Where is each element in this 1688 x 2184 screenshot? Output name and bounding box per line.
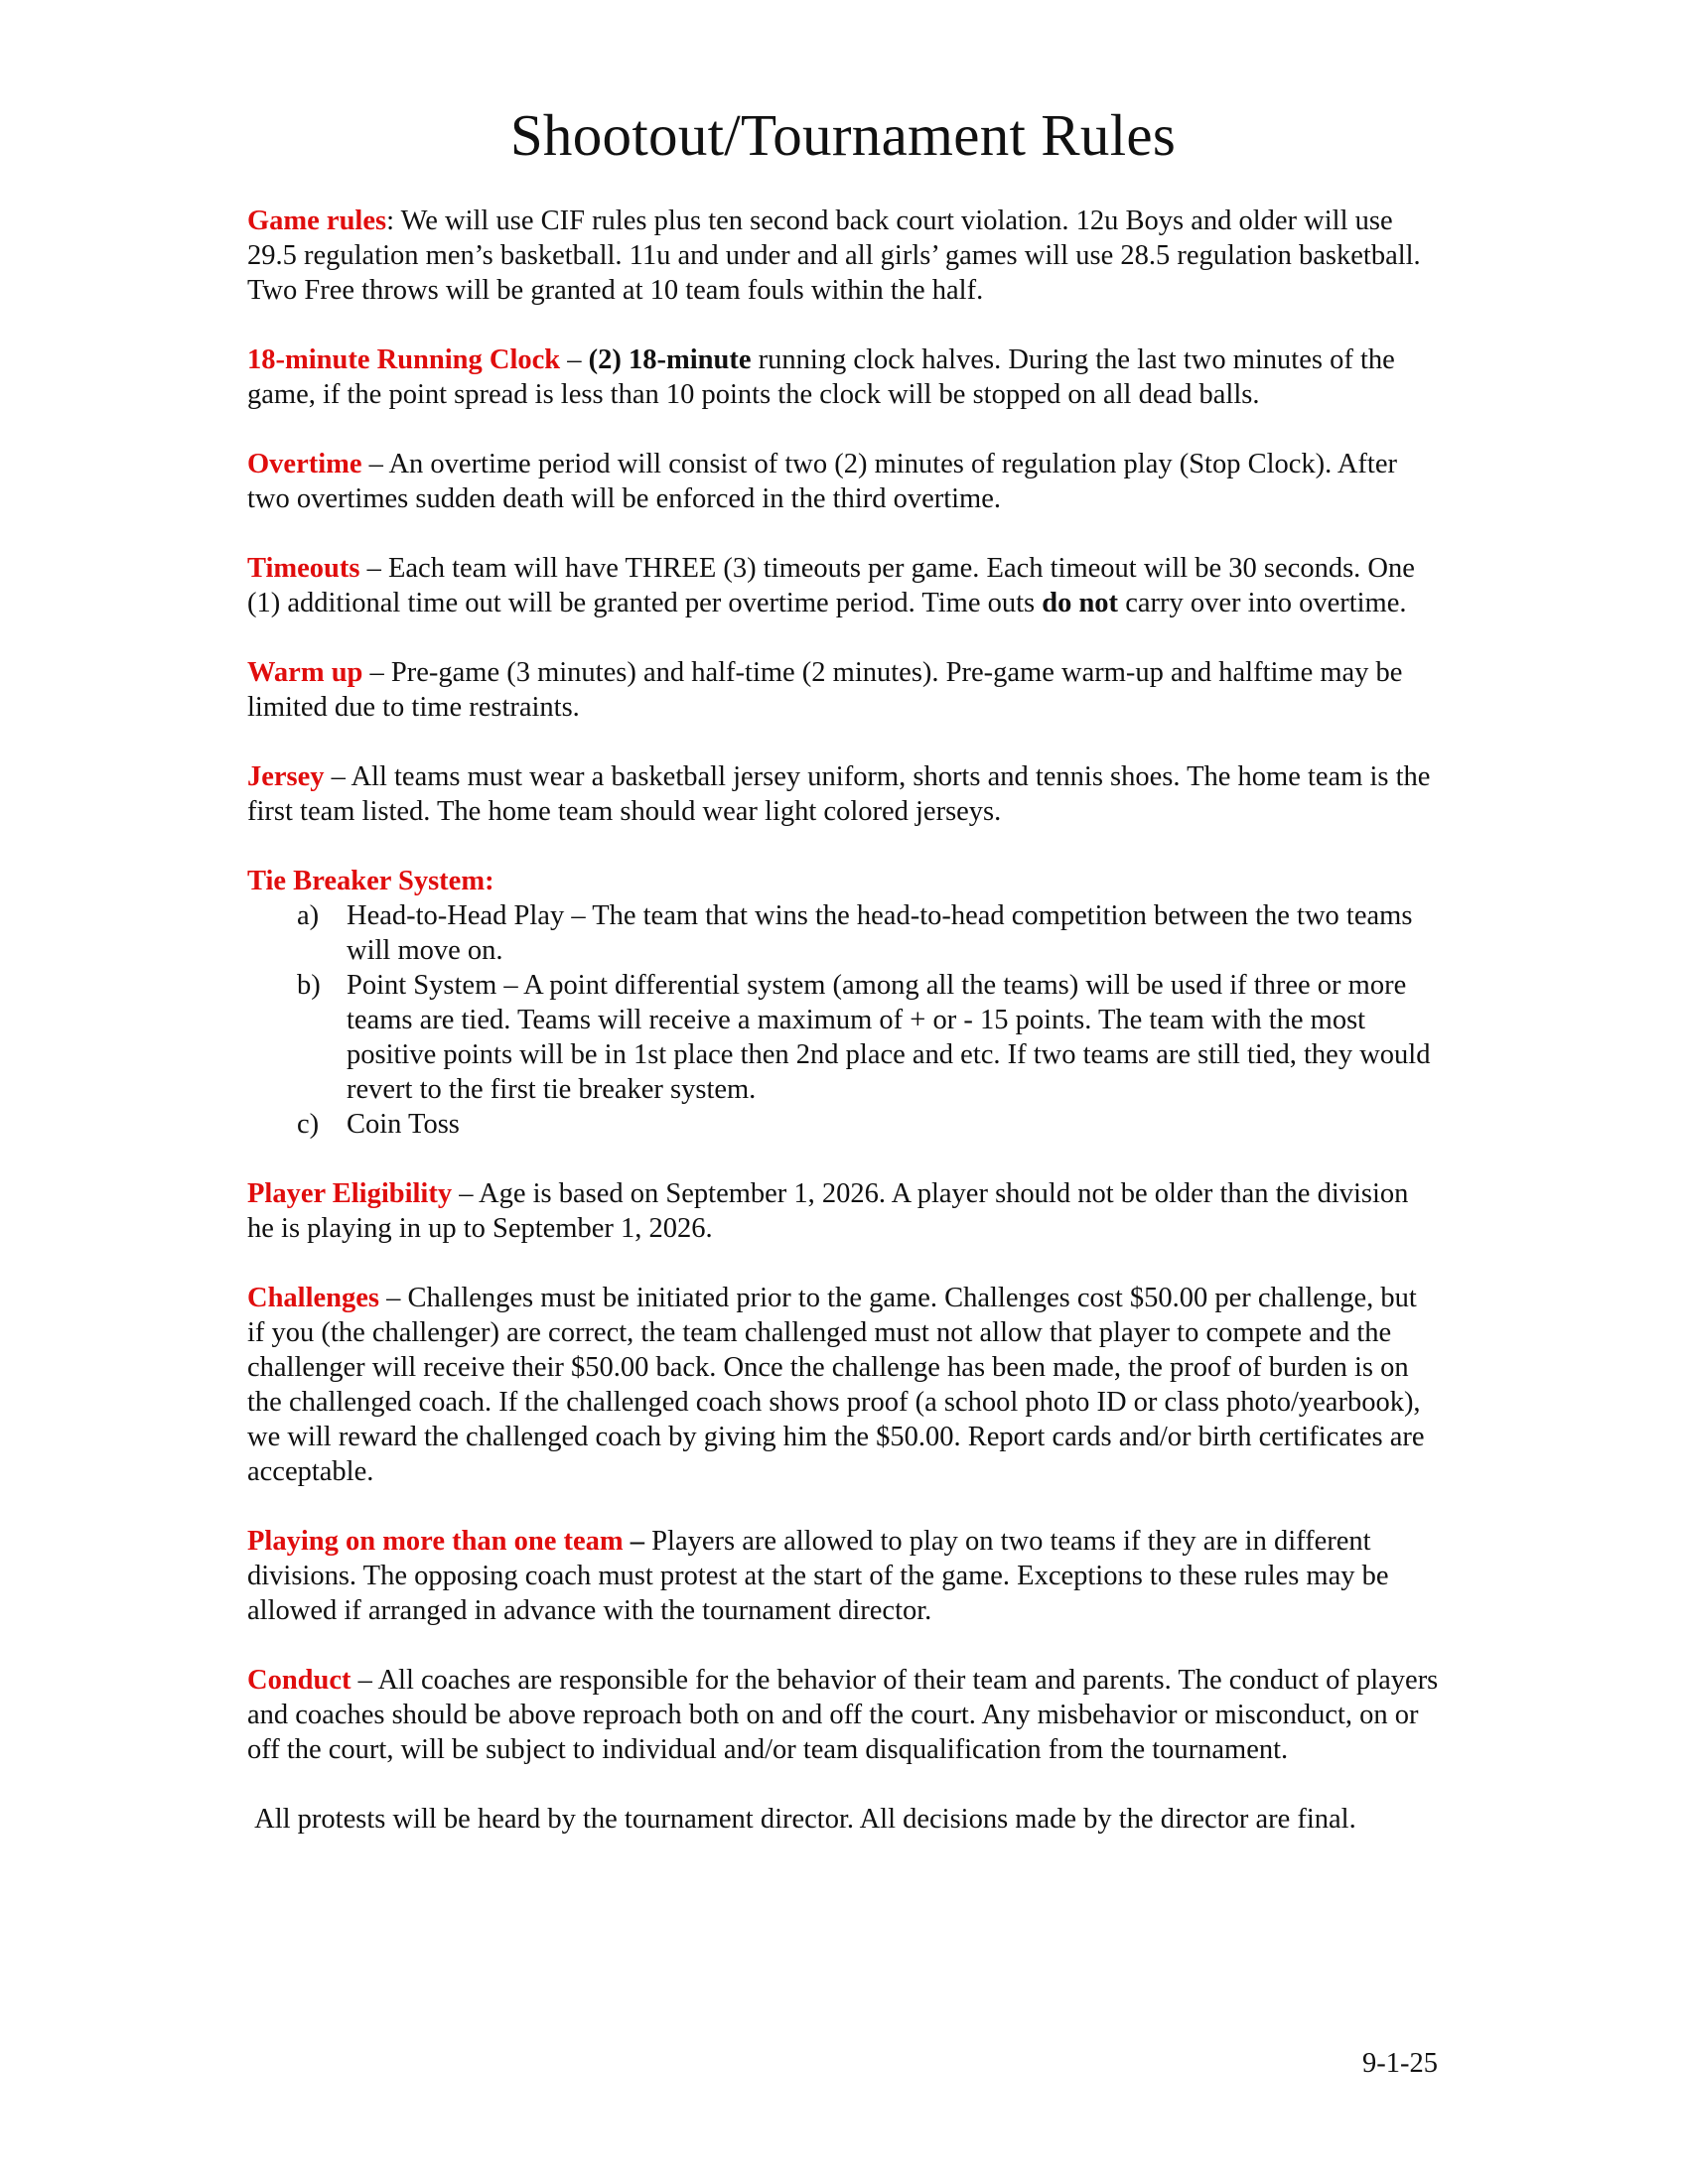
section-challenges <box>247 1281 1439 1489</box>
section-text: All protests will be heard by the tournament director. All decisions made by the director are final. <box>247 1804 1356 1835</box>
list-item <box>247 1107 1439 1142</box>
rules-body <box>247 204 1439 1871</box>
section-heading: Conduct <box>247 1665 352 1696</box>
list-item-text: Coin Toss <box>347 1109 460 1140</box>
section-text: We will use CIF rules plus ten second back court violation. 12u Boys and older will use 29.5 regulation men’s basketball. 11u and under and all girls’ games will use 28.5 regulation basketball. Two Free throws will be granted at 10 team fouls within the half. <box>247 205 1421 306</box>
section-tie-breaker <box>247 864 1439 1142</box>
section-heading: 18-minute Running Clock <box>247 344 561 375</box>
footer-date: 9-1-25 <box>1362 2048 1438 2079</box>
section-game-rules <box>247 204 1439 308</box>
section-multiple-teams <box>247 1524 1439 1628</box>
section-warm-up <box>247 655 1439 725</box>
section-text: – An overtime period will consist of two (2) minutes of regulation play (Stop Clock). After two overtimes sudden death will be enforced in the third overtime. <box>247 449 1397 514</box>
section-text: – Pre-game (3 minutes) and half-time (2 minutes). Pre-game warm-up and halftime may be limited due to time restraints. <box>247 657 1403 723</box>
section-overtime <box>247 447 1439 516</box>
section-heading: Tie Breaker System: <box>247 866 494 896</box>
list-item-text: Point System – A point differential system (among all the teams) will be used if three or more teams are tied. Teams will receive a maximum of + or - 15 points. The team with the most positive points will be in 1st place then 2nd place and etc. If two teams are still tied, they would revert to the first tie breaker system. <box>347 970 1431 1105</box>
bold-text: do not <box>1042 588 1119 618</box>
section-heading: Warm up <box>247 657 363 688</box>
section-heading: Overtime <box>247 449 362 479</box>
section-text-after: carry over into overtime. <box>1118 588 1407 618</box>
heading-separator: : <box>386 205 395 236</box>
section-text: – All teams must wear a basketball jersey uniform, shorts and tennis shoes. The home team is the first team listed. The home team should wear light colored jerseys. <box>247 761 1431 827</box>
section-timeouts <box>247 551 1439 620</box>
section-heading: Game rules <box>247 205 387 236</box>
tie-breaker-list <box>247 898 1439 1142</box>
section-conduct <box>247 1663 1439 1767</box>
list-marker: b) <box>297 970 321 1001</box>
section-heading: Challenges <box>247 1283 380 1313</box>
section-text: running clock halves. During the last two minutes of the game, if the point spread is less than 10 points the clock will be stopped on all dead balls. <box>247 344 1395 410</box>
list-item <box>247 968 1439 1107</box>
section-text: – Each team will have THREE (3) timeouts per game. Each timeout will be 30 seconds. One (1) additional time out will be granted per overtime period. Time outs <box>247 553 1415 618</box>
section-text: Players are allowed to play on two teams if they are in different divisions. The opposing coach must protest at the start of the game. Exceptions to these rules may be allowed if arranged in advance with the tournament director. <box>247 1526 1389 1626</box>
list-marker: c) <box>297 1109 320 1140</box>
section-text: – Age is based on September 1, 2026. A player should not be older than the division he is playing in up to September 1, 2026. <box>247 1178 1409 1244</box>
bold-dash: – <box>623 1526 645 1557</box>
section-player-eligibility <box>247 1176 1439 1246</box>
section-protests <box>247 1802 1439 1837</box>
section-heading: Playing on more than one team <box>247 1526 624 1557</box>
section-jersey <box>247 759 1439 829</box>
list-marker: a) <box>297 900 320 931</box>
section-text: – Challenges must be initiated prior to the game. Challenges cost $50.00 per challenge, but if you (the challenger) are correct, the team challenged must not allow that player to compete and the challenger will receive their $50.00 back. Once the challenge has been made, the proof of burden is on the challenged coach. If the challenged coach shows proof (a school photo ID or class photo/yearbook), we will reward the challenged coach by giving him the $50.00. Report cards and/or birth certificates are acceptable. <box>247 1283 1425 1487</box>
list-item <box>247 898 1439 968</box>
list-item-text: Head-to-Head Play – The team that wins the head-to-head competition between the two teams will move on. <box>347 900 1413 966</box>
section-running-clock <box>247 342 1439 412</box>
page-title: Shootout/Tournament Rules <box>509 102 1177 168</box>
section-heading: Jersey <box>247 761 325 792</box>
section-heading: Timeouts <box>247 553 360 584</box>
bold-text: (2) 18-minute <box>588 344 752 375</box>
section-dash: – <box>560 344 589 375</box>
section-heading: Player Eligibility <box>247 1178 453 1209</box>
section-text: – All coaches are responsible for the behavior of their team and parents. The conduct of players and coaches should be above reproach both on and off the court. Any misbehavior or misconduct, on or off the court, will be subject to individual and/or team disqualification from the tournament. <box>247 1665 1439 1765</box>
